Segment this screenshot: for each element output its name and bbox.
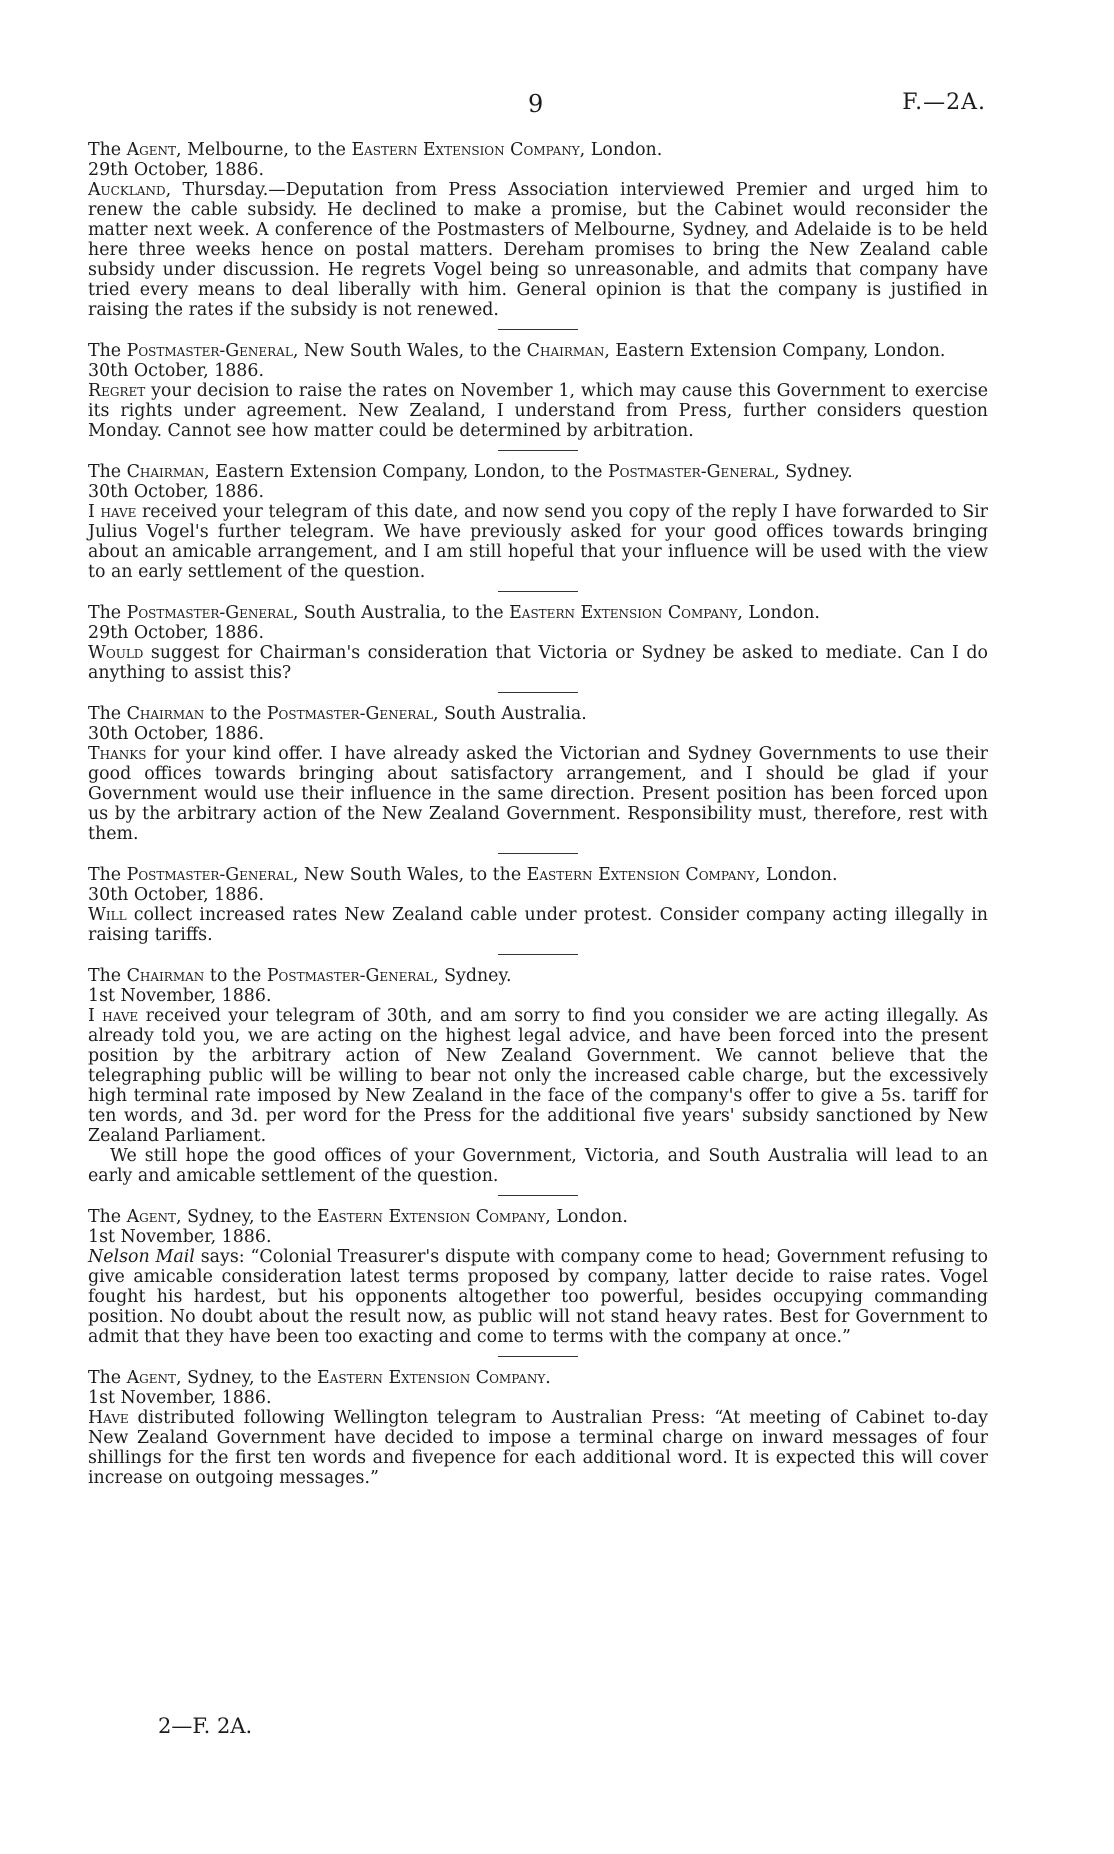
telegram-section (88, 865, 988, 945)
telegram-section (88, 341, 988, 441)
telegram-section (88, 140, 988, 320)
section-divider (498, 1195, 578, 1196)
document-reference: F.—2A. (902, 90, 986, 115)
telegram-section (88, 704, 988, 844)
telegram-body: Will collect increased rates New Zealand cable under protest. Consider company acting illegally in raising tariffs. (88, 905, 988, 945)
telegram-section (88, 462, 988, 582)
telegram-date: 1st November, 1886. (88, 1388, 272, 1408)
telegram-date: 30th October, 1886. (88, 482, 264, 502)
telegram-body-continued: We still hope the good offices of your Government, Victoria, and South Australia will lead to an early and amicable settlement of the question. (88, 1146, 988, 1186)
page-number: 9 (528, 90, 544, 118)
telegram-date: 29th October, 1886. (88, 160, 264, 180)
section-divider (498, 853, 578, 854)
section-divider (498, 591, 578, 592)
telegram-body: I have received your telegram of this date, and now send you copy of the reply I have forwarded to Sir Julius Vogel's further telegram. We have previously asked for your good offices towards bringing about an amicable arrangement, and I am still hopeful that your influence will be used with the view to an early settlement of the question. (88, 502, 988, 582)
section-divider (498, 1356, 578, 1357)
section-divider (498, 450, 578, 451)
telegram-body: Would suggest for Chairman's consideration that Victoria or Sydney be asked to mediate. Can I do anything to assist this? (88, 643, 988, 683)
telegram-section (88, 966, 988, 1186)
section-divider (498, 692, 578, 693)
telegram-heading: The Postmaster-General, New South Wales, to the Chairman, Eastern Extension Company, London. (88, 341, 946, 361)
telegram-section (88, 1207, 988, 1347)
telegram-section (88, 603, 988, 683)
telegram-date: 1st November, 1886. (88, 986, 272, 1006)
telegram-body: Have distributed following Wellington telegram to Australian Press: “At meeting of Cabinet to-day New Zealand Government have decided to impose a terminal charge on inward messages of four shillings for the first ten words and fivepence for each additional word. It is expected this will cover increase on outgoing messages.” (88, 1408, 988, 1488)
telegram-list (88, 140, 988, 1488)
telegram-body: Nelson Mail says: “Colonial Treasurer's dispute with company come to head; Government refusing to give amicable consideration latest terms proposed by company, latter decide to raise rates. Vogel fought his hardest, but his opponents altogether too powerful, besides occupying commanding position. No doubt about the result now, as public will not stand heavy rates. Best for Government to admit that they have been too exacting and come to terms with the company at once.” (88, 1247, 988, 1347)
telegram-heading: The Agent, Sydney, to the Eastern Extension Company, London. (88, 1207, 628, 1227)
telegram-date: 30th October, 1886. (88, 724, 264, 744)
telegram-heading: The Chairman to the Postmaster-General, South Australia. (88, 704, 587, 724)
telegram-date: 29th October, 1886. (88, 623, 264, 643)
telegram-heading: The Postmaster-General, South Australia, to the Eastern Extension Company, London. (88, 603, 820, 623)
telegram-heading: The Chairman to the Postmaster-General, Sydney. (88, 966, 512, 986)
telegram-body: Regret your decision to raise the rates on November 1, which may cause this Government to exercise its rights under agreement. New Zealand, I understand from Press, further considers question Monday. Cannot see how matter could be determined by arbitration. (88, 381, 988, 441)
telegram-body: I have received your telegram of 30th, and am sorry to find you consider we are acting illegally. As already told you, we are acting on the highest legal advice, and have been forced into the present position by the arbitrary action of New Zealand Government. We cannot believe that the telegraphing public will be willing to bear not only the increased cable charge, but the excessively high terminal rate imposed by New Zealand in the face of the company's offer to give a 5s. tariff for ten words, and 3d. per word for the Press for the additional five years' subsidy sanctioned by New Zealand Parliament. (88, 1006, 988, 1146)
telegram-heading: The Agent, Melbourne, to the Eastern Extension Company, London. (88, 140, 663, 160)
telegram-body: Thanks for your kind offer. I have already asked the Victorian and Sydney Governments to use their good offices towards bringing about satisfactory arrangement, and I should be glad if your Government would use their influence in the same direction. Present position has been forced upon us by the arbitrary action of the New Zealand Government. Responsibility must, therefore, rest with them. (88, 744, 988, 844)
telegram-section (88, 1368, 988, 1488)
section-divider (498, 954, 578, 955)
section-divider (498, 329, 578, 330)
telegram-heading: The Postmaster-General, New South Wales, to the Eastern Extension Company, London. (88, 865, 838, 885)
telegram-date: 30th October, 1886. (88, 885, 264, 905)
telegram-heading: The Chairman, Eastern Extension Company, London, to the Postmaster-General, Sydney. (88, 462, 853, 482)
telegram-heading: The Agent, Sydney, to the Eastern Extension Company. (88, 1368, 551, 1388)
telegram-date: 30th October, 1886. (88, 361, 264, 381)
telegram-body: Auckland, Thursday.—Deputation from Press Association interviewed Premier and urged him to renew the cable subsidy. He declined to make a promise, but the Cabinet would reconsider the matter next week. A conference of the Postmasters of Melbourne, Sydney, and Adelaide is to be held here three weeks hence on postal matters. Dereham promises to bring the New Zealand cable subsidy under discussion. He regrets Vogel being so unreasonable, and admits that company have tried every means to deal liberally with him. General opinion is that the company is justified in raising the rates if the subsidy is not renewed. (88, 180, 988, 320)
sheet-signature: 2—F. 2A. (158, 1714, 253, 1738)
telegram-date: 1st November, 1886. (88, 1227, 272, 1247)
